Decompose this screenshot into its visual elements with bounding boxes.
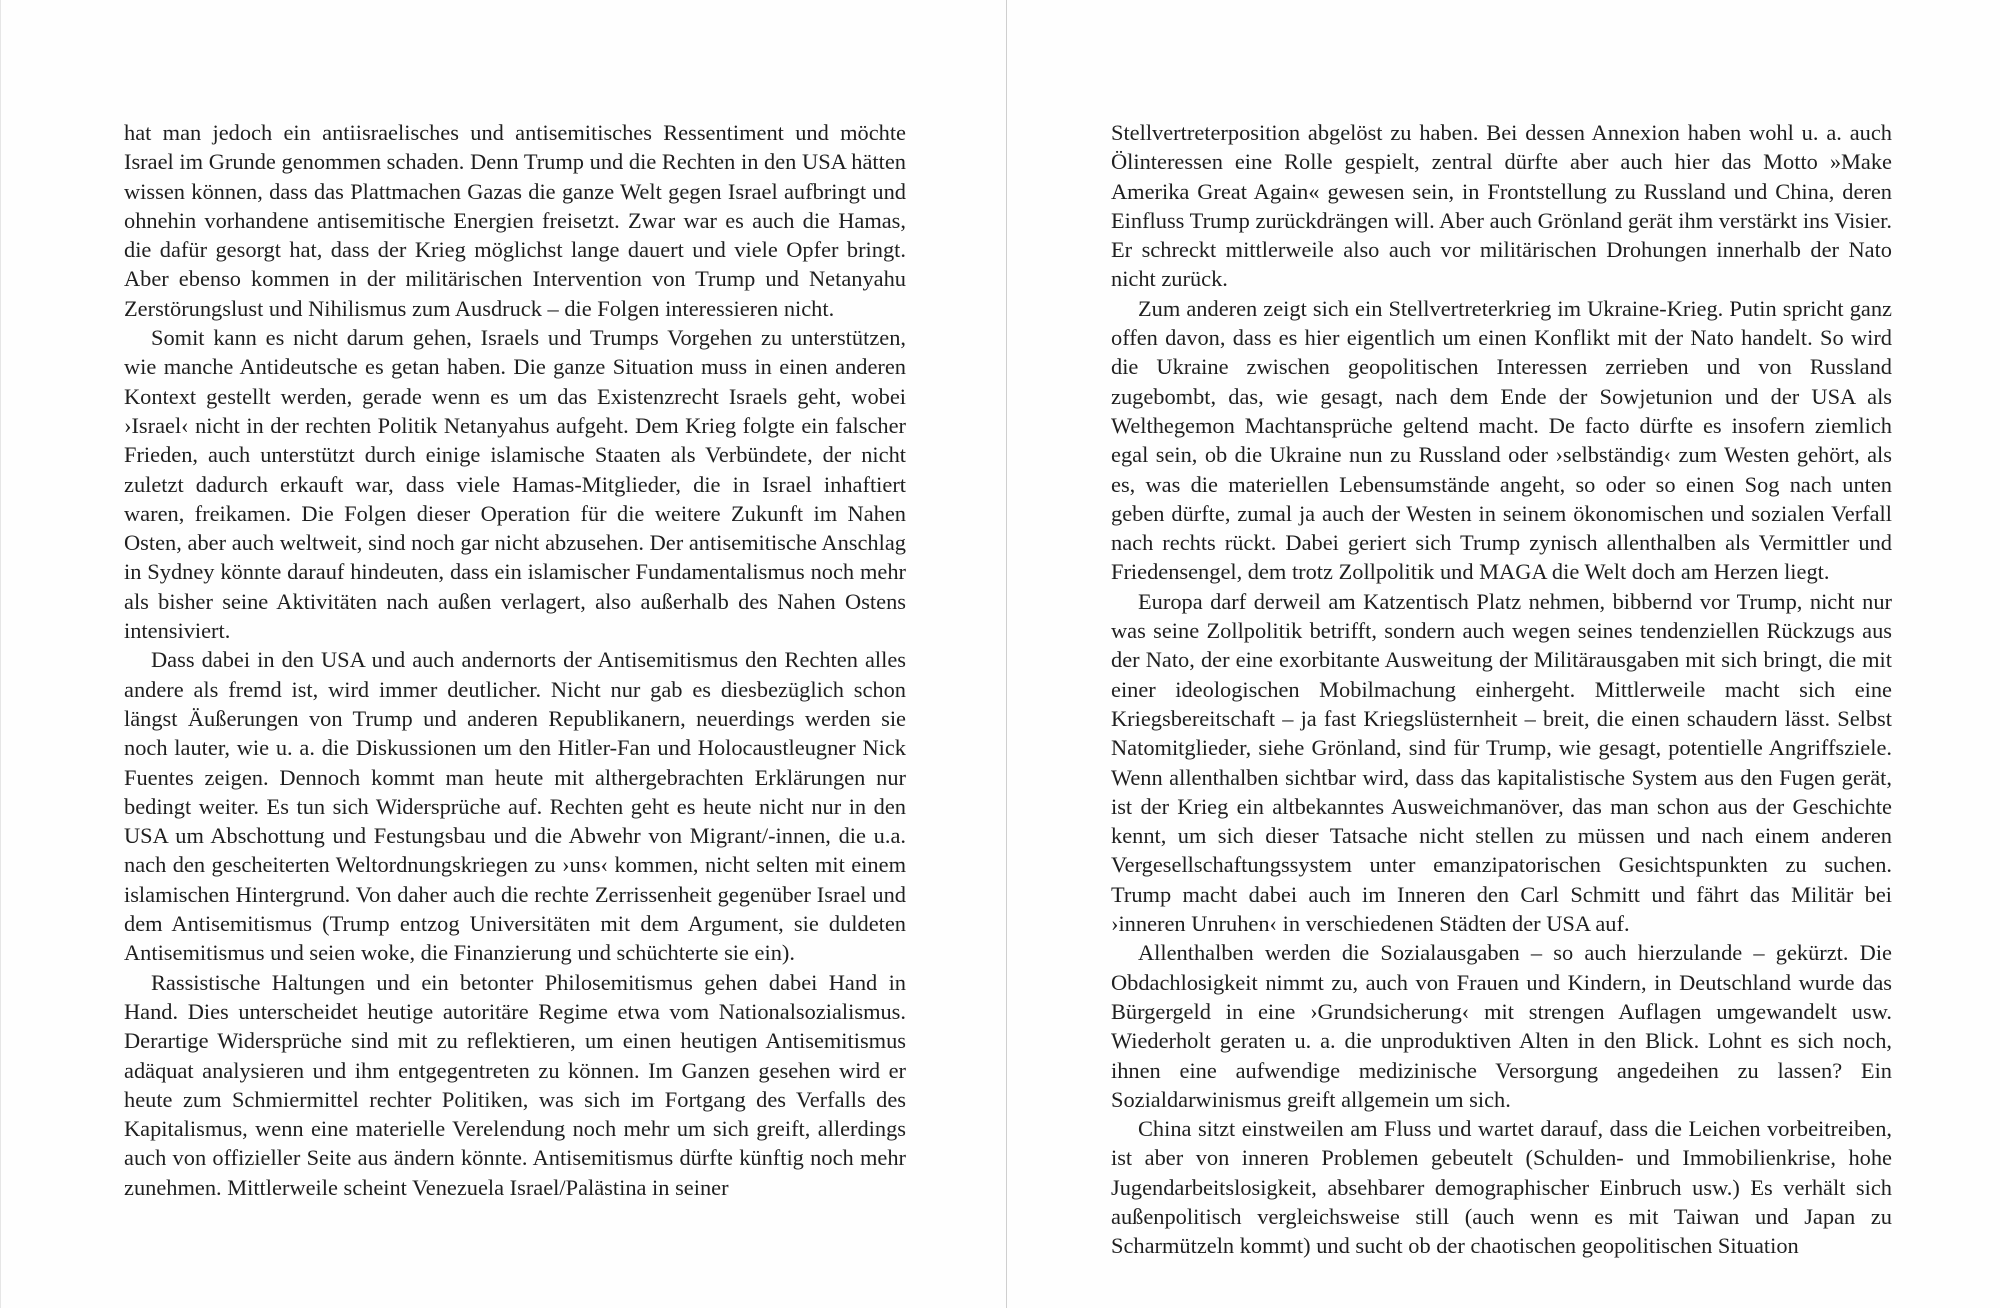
- paragraph: Rassistische Haltungen und ein betonter Philosemitismus gehen dabei Hand in Hand. Dies unterscheidet heutige autoritäre Regime etwa vom Nationalsozialismus. Derartige Widersprüche sind mit zu reflektieren, um einen heutigen Antisemitismus adäquat analysieren und ihm entgegentreten zu können. Im Ganzen gesehen wird er heute zum Schmiermittel rechter Politiken, was sich im Fortgang des Verfalls des Kapitalismus, wenn eine materielle Verelendung noch mehr um sich greift, allerdings auch von offizieller Seite aus ändern könnte. Antisemitismus dürfte künftig noch mehr zunehmen. Mittlerweile scheint Venezuela Israel/Palästina in seiner: [124, 969, 906, 1200]
- left-page-text-column: [124, 118, 906, 1202]
- paragraph: Dass dabei in den USA und auch andernorts der Antisemitismus den Rechten alles andere als fremd ist, wird immer deutlicher. Nicht nur gab es diesbezüglich schon längst Äußerungen von Trump und anderen Republikanern, neuerdings werden sie noch lauter, wie u. a. die Diskussionen um den Hitler-Fan und Holocaustleugner Nick Fuentes zeigen. Dennoch kommt man heute mit althergebrachten Erklärungen nur bedingt weiter. Es tun sich Widersprüche auf. Rechten geht es heute nicht nur in den USA um Abschottung und Festungsbau und die Abwehr von Migrant/-innen, die u.a. nach den gescheiterten Weltordnungskriegen zu ›uns‹ kommen, nicht selten mit einem islamischen Hintergrund. Von daher auch die rechte Zerrissenheit gegenüber Israel und dem Antisemitismus (Trump entzog Universitäten mit dem Argument, sie duldeten Antisemitismus und seien woke, die Finanzierung und schüchterte sie ein).: [124, 647, 906, 966]
- right-page-text-column: [1111, 118, 1892, 1261]
- paragraph: Europa darf derweil am Katzentisch Platz nehmen, bibbernd vor Trump, nicht nur was seine Zollpolitik betrifft, sondern auch wegen seines tendenziellen Rückzugs aus der Nato, der eine exorbitante Ausweitung der Militärausgaben mit sich bringt, die mit einer ideologischen Mobilmachung einhergeht. Mittlerweile macht sich eine Kriegsbereitschaft – ja fast Kriegslüsternheit – breit, die einen schaudern lässt. Selbst Natomitglieder, siehe Grönland, sind für Trump, wie gesagt, potentielle Angriffsziele. Wenn allenthalben sichtbar wird, dass das kapitalistische System aus den Fugen gerät, ist der Krieg ein altbekanntes Ausweichmanöver, das man schon aus der Geschichte kennt, um sich dieser Tatsache nicht stellen zu müssen und nach einem anderen Vergesellschaftungssystem unter emanzipatorischen Gesichtspunkten zu suchen. Trump macht dabei auch im Inneren den Carl Schmitt und fährt das Militär bei ›inneren Unruhen‹ in verschiedenen Städten der USA auf.: [1111, 588, 1892, 937]
- paragraph: China sitzt einstweilen am Fluss und wartet darauf, dass die Leichen vorbeitreiben, ist aber von inneren Problemen gebeutelt (Schulden- und Immobilienkrise, hohe Jugendarbeitslosigkeit, absehbarer demographischer Einbruch usw.) Es verhält sich außenpolitisch vergleichsweise still (auch wenn es mit Taiwan und Japan zu Scharmützeln kommt) und sucht ob der chaotischen geopolitischen Situation: [1111, 1116, 1892, 1259]
- paragraph: Stellvertreterposition abgelöst zu haben. Bei dessen Annexion haben wohl u. a. auch Ölinteressen eine Rolle gespielt, zentral dürfte aber auch hier das Motto »Make Amerika Great Again« gewesen sein, in Frontstellung zu Russland und China, deren Einfluss Trump zurückdrängen will. Aber auch Grönland gerät ihm verstärkt ins Visier. Er schreckt mittlerweile also auch vor militärischen Drohungen innerhalb der Nato nicht zurück.: [1111, 120, 1892, 292]
- paragraph: Allenthalben werden die Sozialausgaben – so auch hierzulande – gekürzt. Die Obdachlosigkeit nimmt zu, auch von Frauen und Kindern, in Deutschland wurde das Bürgergeld in eine ›Grundsicherung‹ mit strengen Auflagen umgewandelt usw. Wiederholt geraten u. a. die unproduktiven Alten in den Blick. Lohnt es sich noch, ihnen eine aufwendige medizinische Versorgung angedeihen zu lassen? Ein Sozialdarwinismus greift allgemein um sich.: [1111, 940, 1892, 1112]
- paragraph: Zum anderen zeigt sich ein Stellvertreterkrieg im Ukraine-Krieg. Putin spricht ganz offen davon, dass es hier eigentlich um einen Konflikt mit der Nato handelt. So wird die Ukraine zwischen geopolitischen Interessen zerrieben und von Russland zugebombt, das, wie gesagt, nach dem Ende der Sowjetunion und der USA als Welthegemon Machtansprüche geltend macht. De facto dürfte es insofern ziemlich egal sein, ob die Ukraine nun zu Russland oder ›selbständig‹ zum Westen gehört, als es, was die materiellen Lebensumstände angeht, so oder so einen Sog nach unten geben dürfte, zumal ja auch der Westen in seinem ökonomischen und sozialen Verfall nach rechts rückt. Dabei geriert sich Trump zynisch allenthalben als Vermittler und Friedensengel, dem trotz Zollpolitik und MAGA die Welt doch am Herzen liegt.: [1111, 295, 1892, 585]
- paragraph: hat man jedoch ein antiisraelisches und antisemitisches Ressentiment und möchte Israel im Grunde genommen schaden. Denn Trump und die Rechten in den USA hätten wissen können, dass das Plattmachen Gazas die ganze Welt gegen Israel aufbringt und ohnehin vorhandene antisemitische Energien freisetzt. Zwar war es auch die Hamas, die dafür gesorgt hat, dass der Krieg möglichst lange dauert und viele Opfer bringt. Aber ebenso kommen in der militärischen Intervention von Trump und Netanyahu Zerstörungslust und Nihilismus zum Ausdruck – die Folgen interessieren nicht.: [124, 120, 906, 321]
- right-page: [1007, 0, 2000, 1308]
- paragraph: Somit kann es nicht darum gehen, Israels und Trumps Vorgehen zu unterstützen, wie manche Antideutsche es getan haben. Die ganze Situation muss in einen anderen Kontext gestellt werden, gerade wenn es um das Existenzrecht Israels geht, wobei ›Israel‹ nicht in der rechten Politik Netanyahus aufgeht. Dem Krieg folgte ein falscher Frieden, auch unterstützt durch einige islamische Staaten als Verbündete, der nicht zuletzt dadurch erkauft war, dass viele Hamas-Mitglieder, die in Israel inhaftiert waren, freikamen. Die Folgen dieser Operation für die weitere Zukunft im Nahen Osten, aber auch weltweit, sind noch gar nicht abzusehen. Der antisemitische Anschlag in Sydney könnte darauf hindeuten, dass ein islamischer Fundamentalismus noch mehr als bisher seine Aktivitäten nach außen verlagert, also außerhalb des Nahen Ostens intensiviert.: [124, 325, 906, 644]
